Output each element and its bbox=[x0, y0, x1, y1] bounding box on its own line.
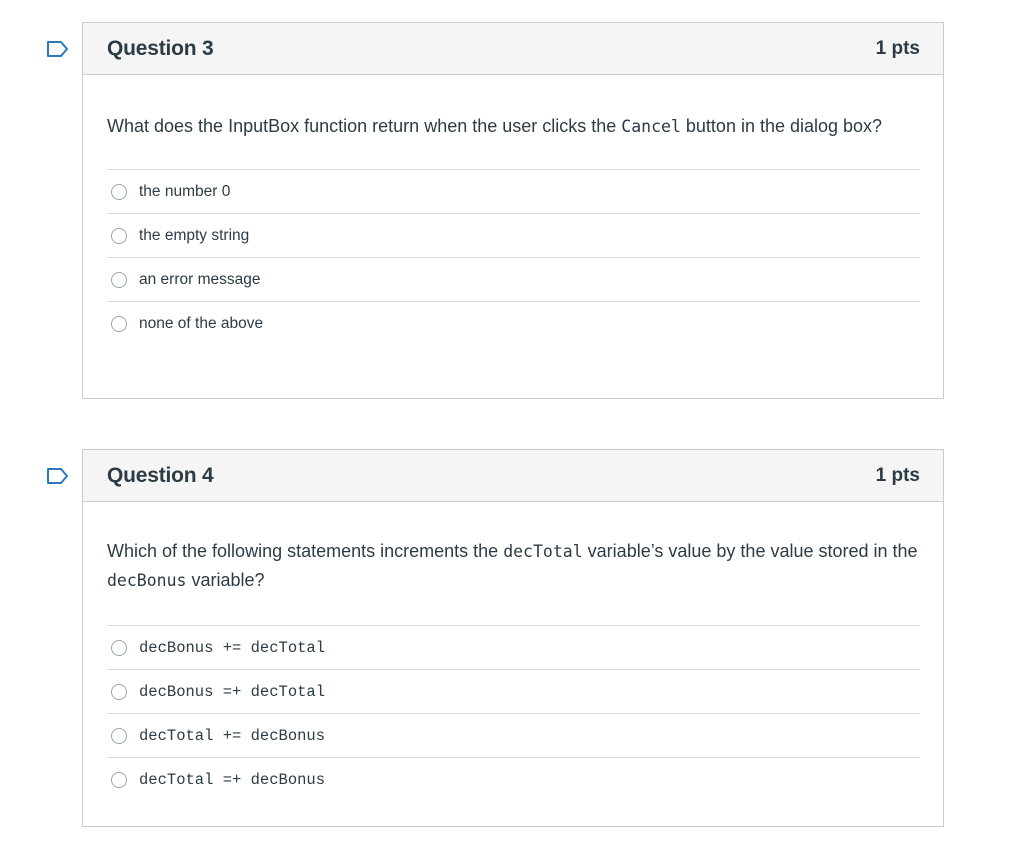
flag-icon[interactable] bbox=[46, 40, 70, 58]
radio-icon[interactable] bbox=[111, 640, 127, 656]
question-text-part: button in the dialog box? bbox=[680, 116, 883, 136]
answer-option[interactable] bbox=[107, 170, 920, 214]
radio-icon[interactable] bbox=[111, 272, 127, 288]
answer-label: an error message bbox=[139, 270, 261, 288]
radio-icon[interactable] bbox=[111, 728, 127, 744]
question-text-part: variable? bbox=[186, 570, 265, 590]
answer-option[interactable] bbox=[107, 670, 920, 714]
question-body bbox=[83, 75, 943, 346]
question-4 bbox=[82, 449, 944, 827]
question-title: Question 4 bbox=[107, 463, 214, 487]
answer-label: none of the above bbox=[139, 315, 264, 332]
radio-icon[interactable] bbox=[111, 316, 127, 332]
radio-icon[interactable] bbox=[111, 184, 127, 200]
answer-label: decBonus += decTotal bbox=[139, 638, 326, 657]
question-header bbox=[83, 450, 943, 502]
answer-option[interactable] bbox=[107, 714, 920, 758]
question-title: Question 3 bbox=[107, 36, 214, 60]
question-text-part: Which of the following statements increments the bbox=[107, 541, 504, 561]
answer-label: decBonus =+ decTotal bbox=[139, 682, 326, 701]
answer-label: the empty string bbox=[139, 226, 250, 244]
answer-label: the number 0 bbox=[139, 182, 231, 200]
question-points: 1 pts bbox=[875, 37, 920, 59]
radio-icon[interactable] bbox=[111, 684, 127, 700]
answer-option[interactable] bbox=[107, 758, 920, 802]
question-text-part: What does the InputBox function return when the user clicks the bbox=[107, 116, 622, 136]
question-text bbox=[107, 75, 920, 169]
answer-label: decTotal += decBonus bbox=[139, 726, 326, 745]
answer-list bbox=[107, 625, 920, 802]
answer-label: decTotal =+ decBonus bbox=[139, 771, 326, 789]
question-text-code: decTotal bbox=[503, 542, 583, 561]
radio-icon[interactable] bbox=[111, 228, 127, 244]
radio-icon[interactable] bbox=[111, 772, 127, 788]
answer-option[interactable] bbox=[107, 302, 920, 346]
answer-list bbox=[107, 169, 920, 346]
question-header bbox=[83, 23, 943, 75]
question-3 bbox=[82, 22, 944, 399]
question-text-code: Cancel bbox=[621, 117, 681, 136]
question-text-code: decBonus bbox=[107, 571, 187, 590]
answer-option[interactable] bbox=[107, 214, 920, 258]
flag-icon[interactable] bbox=[46, 467, 70, 485]
question-text-part: variable’s value by the value stored in the bbox=[582, 541, 918, 561]
answer-option[interactable] bbox=[107, 626, 920, 670]
question-text bbox=[107, 502, 920, 625]
question-points: 1 pts bbox=[875, 464, 920, 486]
answer-option[interactable] bbox=[107, 258, 920, 302]
question-body bbox=[83, 502, 943, 802]
